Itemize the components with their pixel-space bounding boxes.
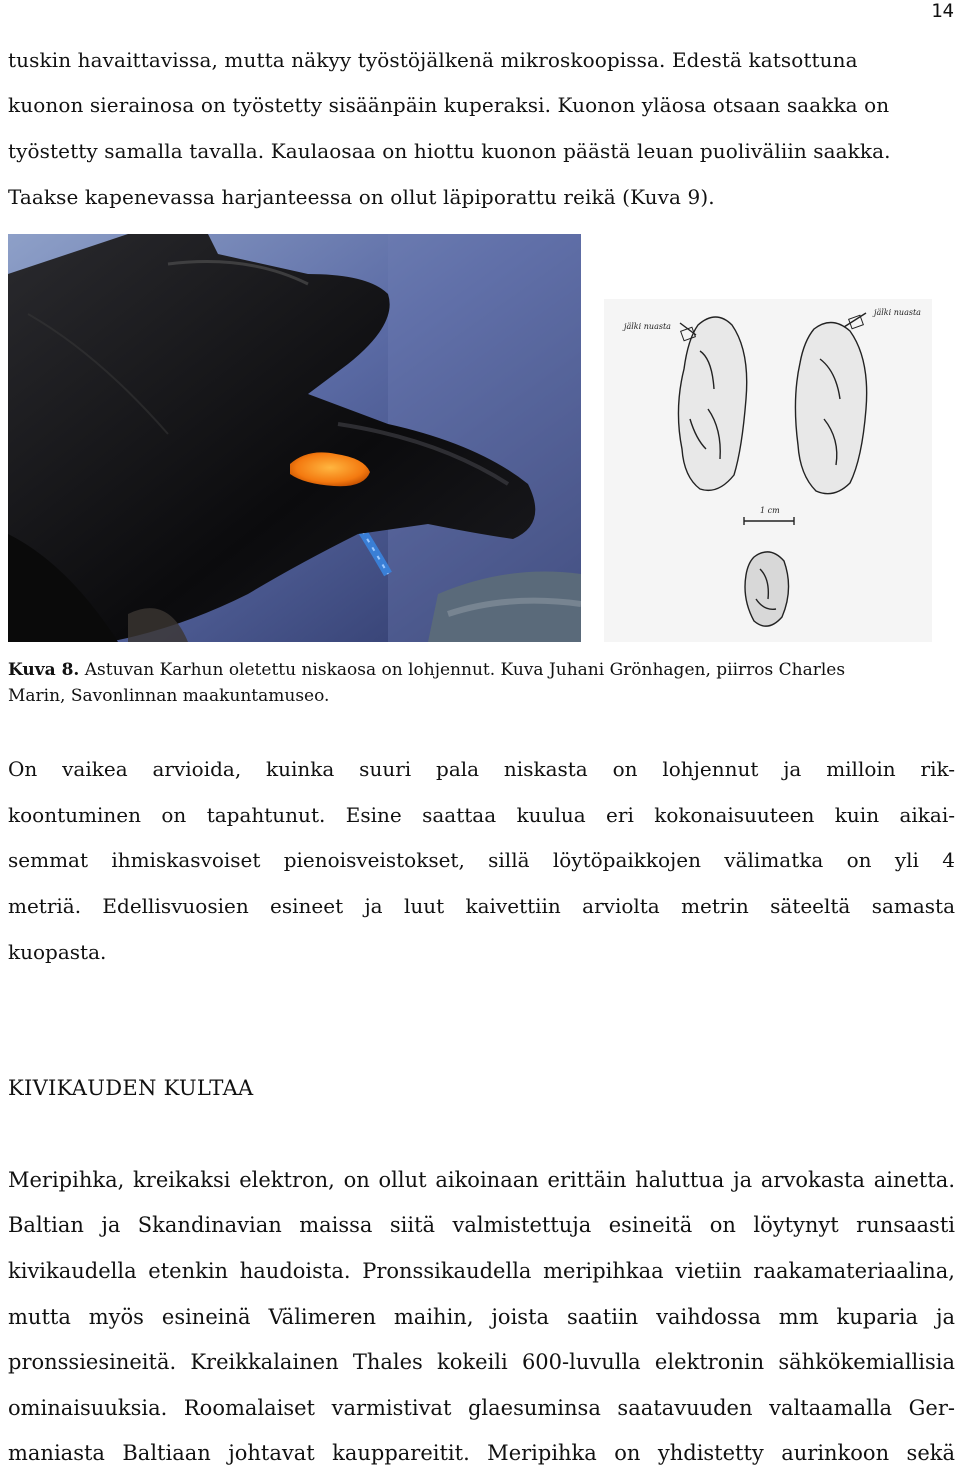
page-number: 14 <box>931 0 954 22</box>
paragraph-line: ominaisuuksia. Roomalaiset varmistivat glaesuminsa saatavuuden valtaamalla Ger- <box>8 1396 955 1420</box>
drawing-label-left: jälki nuasta <box>624 322 671 331</box>
drawing-scale-label: 1 cm <box>760 506 780 515</box>
paragraph-line: Baltian ja Skandinavian maissa siitä valmistettuja esineitä on löytynyt runsaasti <box>8 1213 955 1237</box>
paragraph-line: Meripihka, kreikaksi elektron, on ollut aikoinaan erittäin haluttua ja arvokasta ainetta. <box>8 1168 955 1192</box>
paragraph-line: mutta myös esineinä Välimeren maihin, joista saatiin vaihdossa mm kuparia ja <box>8 1305 955 1329</box>
paragraph-line: On vaikea arvioida, kuinka suuri pala niskasta on lohjennut ja milloin rik- <box>8 757 955 781</box>
paragraph-line: maniasta Baltiaan johtavat kauppareitit. Meripihka on yhdistetty aurinkoon sekä <box>8 1441 955 1465</box>
drawing-bear-figurine-sketch <box>604 299 932 642</box>
paragraph-line: semmat ihmiskasvoiset pienoisveistokset, sillä löytöpaikkojen välimatka on yli 4 <box>8 848 955 872</box>
intro-line: kuonon sierainosa on työstetty sisäänpäin kuperaksi. Kuonon yläosa otsaan saakka on <box>8 93 890 117</box>
photo-gloved-hand-with-amber <box>8 234 581 642</box>
intro-line: Taakse kapenevassa harjanteessa on ollut läpiporattu reikä (Kuva 9). <box>8 185 715 209</box>
caption-text-line2: Marin, Savonlinnan maakuntamuseo. <box>8 686 330 706</box>
paragraph-line: metriä. Edellisvuosien esineet ja luut kaivettiin arviolta metrin säteeltä samasta <box>8 894 955 918</box>
paragraph-line: kivikaudella etenkin haudoista. Pronssikaudella meripihkaa vietiin raakamateriaalina, <box>8 1259 955 1283</box>
caption-text-line1: Astuvan Karhun oletettu niskaosa on lohjennut. Kuva Juhani Grönhagen, piirros Charles <box>79 660 846 680</box>
paragraph-line: pronssiesineitä. Kreikkalainen Thales kokeili 600-luvulla elektronin sähkökemiallisia <box>8 1350 955 1374</box>
caption-label: Kuva 8. <box>8 660 80 680</box>
intro-line: työstetty samalla tavalla. Kaulaosaa on hiottu kuonon päästä leuan puoliväliin saakka. <box>8 139 891 163</box>
drawing-label-right: jälki nuasta <box>874 308 921 317</box>
section-heading: KIVIKAUDEN KULTAA <box>8 1076 254 1100</box>
intro-line: tuskin havaittavissa, mutta näkyy työstöjälkenä mikroskoopissa. Edestä katsottuna <box>8 48 858 72</box>
paragraph-line: kuopasta. <box>8 940 107 964</box>
paragraph-line: koontuminen on tapahtunut. Esine saattaa kuulua eri kokonaisuuteen kuin aikai- <box>8 803 955 827</box>
